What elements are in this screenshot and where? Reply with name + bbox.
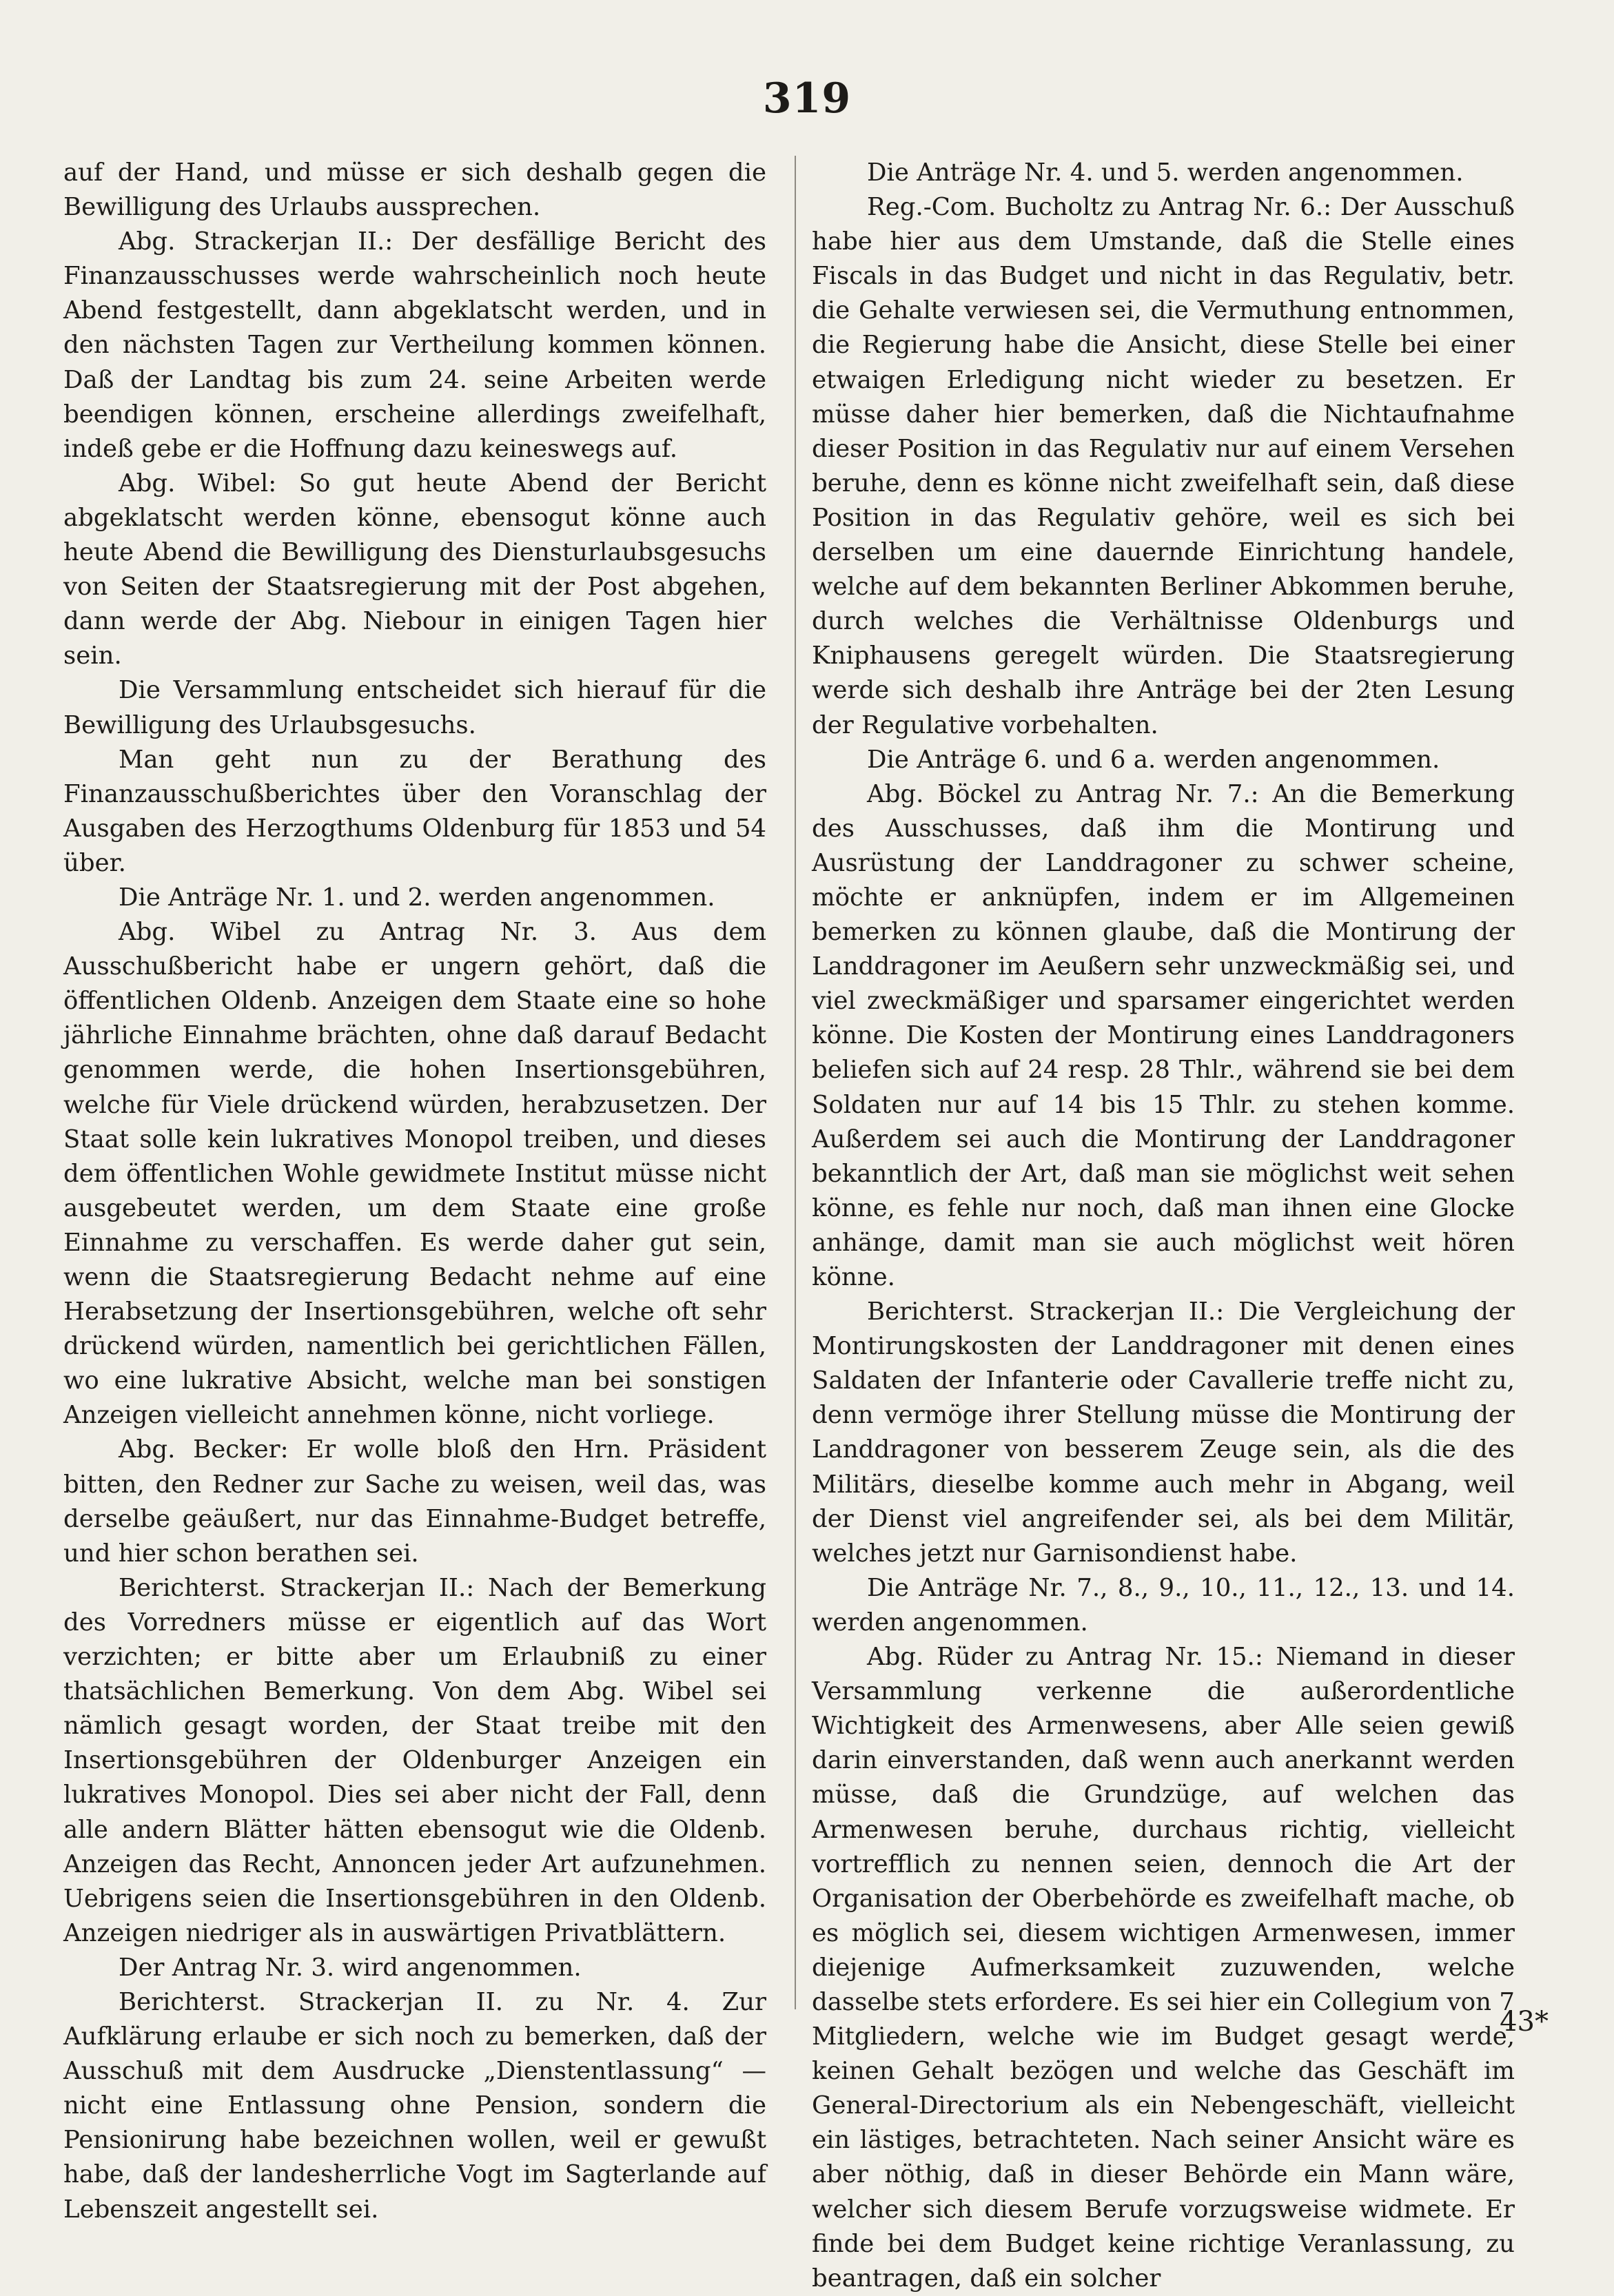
paragraph: Abg. Rüder zu Antrag Nr. 15.: Niemand in dieser Versammlung verkenne die außerordentliche Wichtigkeit des Armenwesens, aber Alle seien gewiß darin einverstanden, daß wenn auch anerkannt werden müsse, daß die Grundzüge, auf welchen das Armenwesen beruhe, durchaus richtig, vielleicht vortrefflich zu nennen seien, dennoch die Art der Organisation der Oberbehörde es zweifelhaft mache, ob es möglich sei, diesem wichtigen Armenwesen, immer diejenige Aufmerksamkeit zuzuwenden, welche dasselbe stets erfordere. Es sei hier ein Collegium von 7 Mitgliedern, welche wie im Budget gesagt werde, keinen Gehalt bezögen und welche das Geschäft im General-Directorium als ein Nebengeschäft, vielleicht ein lästiges, betrachteten. Nach seiner Ansicht wäre es aber nöthig, daß in dieser Behörde ein Mann wäre, welcher sich diesem Berufe vorzugsweise widmete. Er finde bei dem Budget keine richtige Veranlassung, zu beantragen, daß ein solcher — [812, 1643, 1515, 2293]
paragraph: Abg. Wibel zu Antrag Nr. 3. Aus dem Ausschußbericht habe er ungern gehört, daß die öffentlichen Oldenb. Anzeigen dem Staate eine so hohe jährliche Einnahme brächten, ohne daß darauf Bedacht genommen werde, die hohen Insertionsgebühren, welche für Viele drückend würden, herabzusetzen. Der Staat solle kein lukratives Monopol treiben, und dieses dem öffentlichen Wohle gewidmete Institut müsse nicht ausgebeutet werden, um dem Staate eine große Einnahme zu verschaffen. Es werde daher gut sein, wenn die Staatsregierung Bedacht nehme auf eine Herabsetzung der Insertionsgebühren, welche oft sehr drückend würden, namentlich bei gerichtlichen Fällen, wo eine lukrative Absicht, welche man bei sonstigen Anzeigen vielleicht annehmen könne, nicht vorliege. — [63, 918, 766, 1430]
paragraph: Reg.-Com. Bucholtz zu Antrag Nr. 6.: Der Ausschuß habe hier aus dem Umstande, daß die Stelle eines Fiscals in das Budget und nicht in das Regulativ, betr. die Gehalte verwiesen sei, die Vermuthung entnommen, die Regierung habe die Ansicht, diese Stelle bei einer etwaigen Erledigung nicht wieder zu besetzen. Er müsse daher hier bemerken, daß die Nichtaufnahme dieser Position in das Regulativ nur auf einem Versehen beruhe, denn es könne nicht zweifelhaft sein, daß diese Position in das Regulativ gehöre, weil es sich bei derselben um eine dauernde Einrichtung handele, welche auf dem bekannten Berliner Abkommen beruhe, durch welches die Verhältnisse Oldenburgs und Kniphausens geregelt würden. Die Staatsregierung werde sich deshalb ihre Anträge bei der 2ten Lesung der Regulative vorbehalten. — [812, 193, 1515, 739]
paragraph: Die Anträge Nr. 4. und 5. werden angenommen. — [867, 158, 1464, 187]
paragraph: Berichterst. Strackerjan II. zu Nr. 4. Zur Aufklärung erlaube er sich noch zu bemerken, daß der Ausschuß mit dem Ausdrucke „Dienstentlassung“ — nicht eine Entlassung ohne Pension, sondern die Pensionirung habe bezeichnen wollen, weil er gewußt habe, daß der landesherrliche Vogt im Sagterlande auf Lebenszeit angestellt sei. — [63, 1987, 766, 2224]
paragraph: Die Versammlung entscheidet sich hierauf für die Bewilligung des Urlaubsgesuchs. — [63, 676, 766, 739]
paragraph: Abg. Wibel: So gut heute Abend der Bericht abgeklatscht werden könne, ebensogut könne auch heute Abend die Bewilligung des Diensturlaubsgesuchs von Seiten der Staatsregierung mit der Post abgehen, dann werde der Abg. Niebour in einigen Tagen hier sein. — [63, 469, 766, 670]
paragraph: Die Anträge 6. und 6 a. werden angenommen. — [867, 745, 1440, 774]
paragraph: Die Anträge Nr. 7., 8., 9., 10., 11., 12., 13. und 14. werden angenommen. — [812, 1573, 1515, 1637]
paragraph: Berichterst. Strackerjan II.: Nach der Bemerkung des Vorredners müsse er eigentlich auf das Wort verzichten; er bitte aber um Erlaubniß zu einer thatsächlichen Bemerkung. Von dem Abg. Wibel sei nämlich gesagt worden, der Staat treibe mit den Insertionsgebühren der Oldenburger Anzeigen ein lukratives Monopol. Dies sei aber nicht der Fall, denn alle andern Blätter hätten ebensogut wie die Oldenb. Anzeigen das Recht, Annoncen jeder Art aufzunehmen. Uebrigens seien die Insertionsgebühren in den Oldenb. Anzeigen niedriger als in auswärtigen Privatblättern. — [63, 1573, 766, 1947]
paragraph: Man geht nun zu der Berathung des Finanzausschußberichtes über den Voranschlag der Ausgaben des Herzogthums Oldenburg für 1853 und 54 über. — [63, 745, 766, 877]
paragraph: Abg. Böckel zu Antrag Nr. 7.: An die Bemerkung des Ausschusses, daß ihm die Montirung und Ausrüstung der Landdragoner zu schwer scheine, möchte er anknüpfen, indem er im Allgemeinen bemerken zu können glaube, daß die Montirung der Landdragoner im Aeußern sehr unzweckmäßig sei, und viel zweckmäßiger und sparsamer eingerichtet werden könne. Die Kosten der Montirung eines Landdragoners beliefen sich auf 24 resp. 28 Thlr., während sie bei dem Soldaten nur auf 14 bis 15 Thlr. zu stehen komme. Außerdem sei auch die Montirung der Landdragoner bekanntlich der Art, daß man sie möglichst weit sehen könne, es fehle nur noch, daß man ihnen eine Glocke anhänge, damit man sie auch möglichst weit hören könne. — [812, 779, 1515, 1291]
left-column — [63, 156, 766, 2227]
paragraph: Berichterst. Strackerjan II.: Die Vergleichung der Montirungskosten der Landdragoner mit denen eines Saldaten der Infanterie oder Cavallerie treffe nicht zu, denn vermöge ihrer Stellung müsse die Montirung der Landdragoner von besserem Zeuge sein, als die des Militärs, dieselbe komme auch mehr in Abgang, weil der Dienst viel angreifender sei, als bei dem Militär, welches jetzt nur Garnisondienst habe. — [812, 1298, 1515, 1568]
paragraph: auf der Hand, und müsse er sich deshalb gegen die Bewilligung des Urlaubs aussprechen. — [63, 158, 766, 222]
paragraph: Abg. Becker: Er wolle bloß den Hrn. Präsident bitten, den Redner zur Sache zu weisen, weil das, was derselbe geäußert, nur das Einnahme-Budget betreffe, und hier schon berathen sei. — [63, 1435, 766, 1568]
paragraph: Die Anträge Nr. 1. und 2. werden angenommen. — [119, 883, 715, 912]
right-column — [812, 156, 1515, 2296]
page-number: 319 — [762, 74, 852, 123]
column-divider — [795, 156, 796, 2009]
paragraph: Der Antrag Nr. 3. wird angenommen. — [119, 1953, 582, 1982]
paragraph: Abg. Strackerjan II.: Der desfällige Bericht des Finanzausschusses werde wahrscheinlich noch heute Abend festgestellt, dann abgeklatscht werden, und in den nächsten Tagen zur Vertheilung kommen können. Daß der Landtag bis zum 24. seine Arbeiten werde beendigen können, erscheine allerdings zweifelhaft, indeß gebe er die Hoffnung dazu keineswegs auf. — [63, 227, 766, 463]
printer-signature-mark: 43* — [1500, 2006, 1549, 2038]
